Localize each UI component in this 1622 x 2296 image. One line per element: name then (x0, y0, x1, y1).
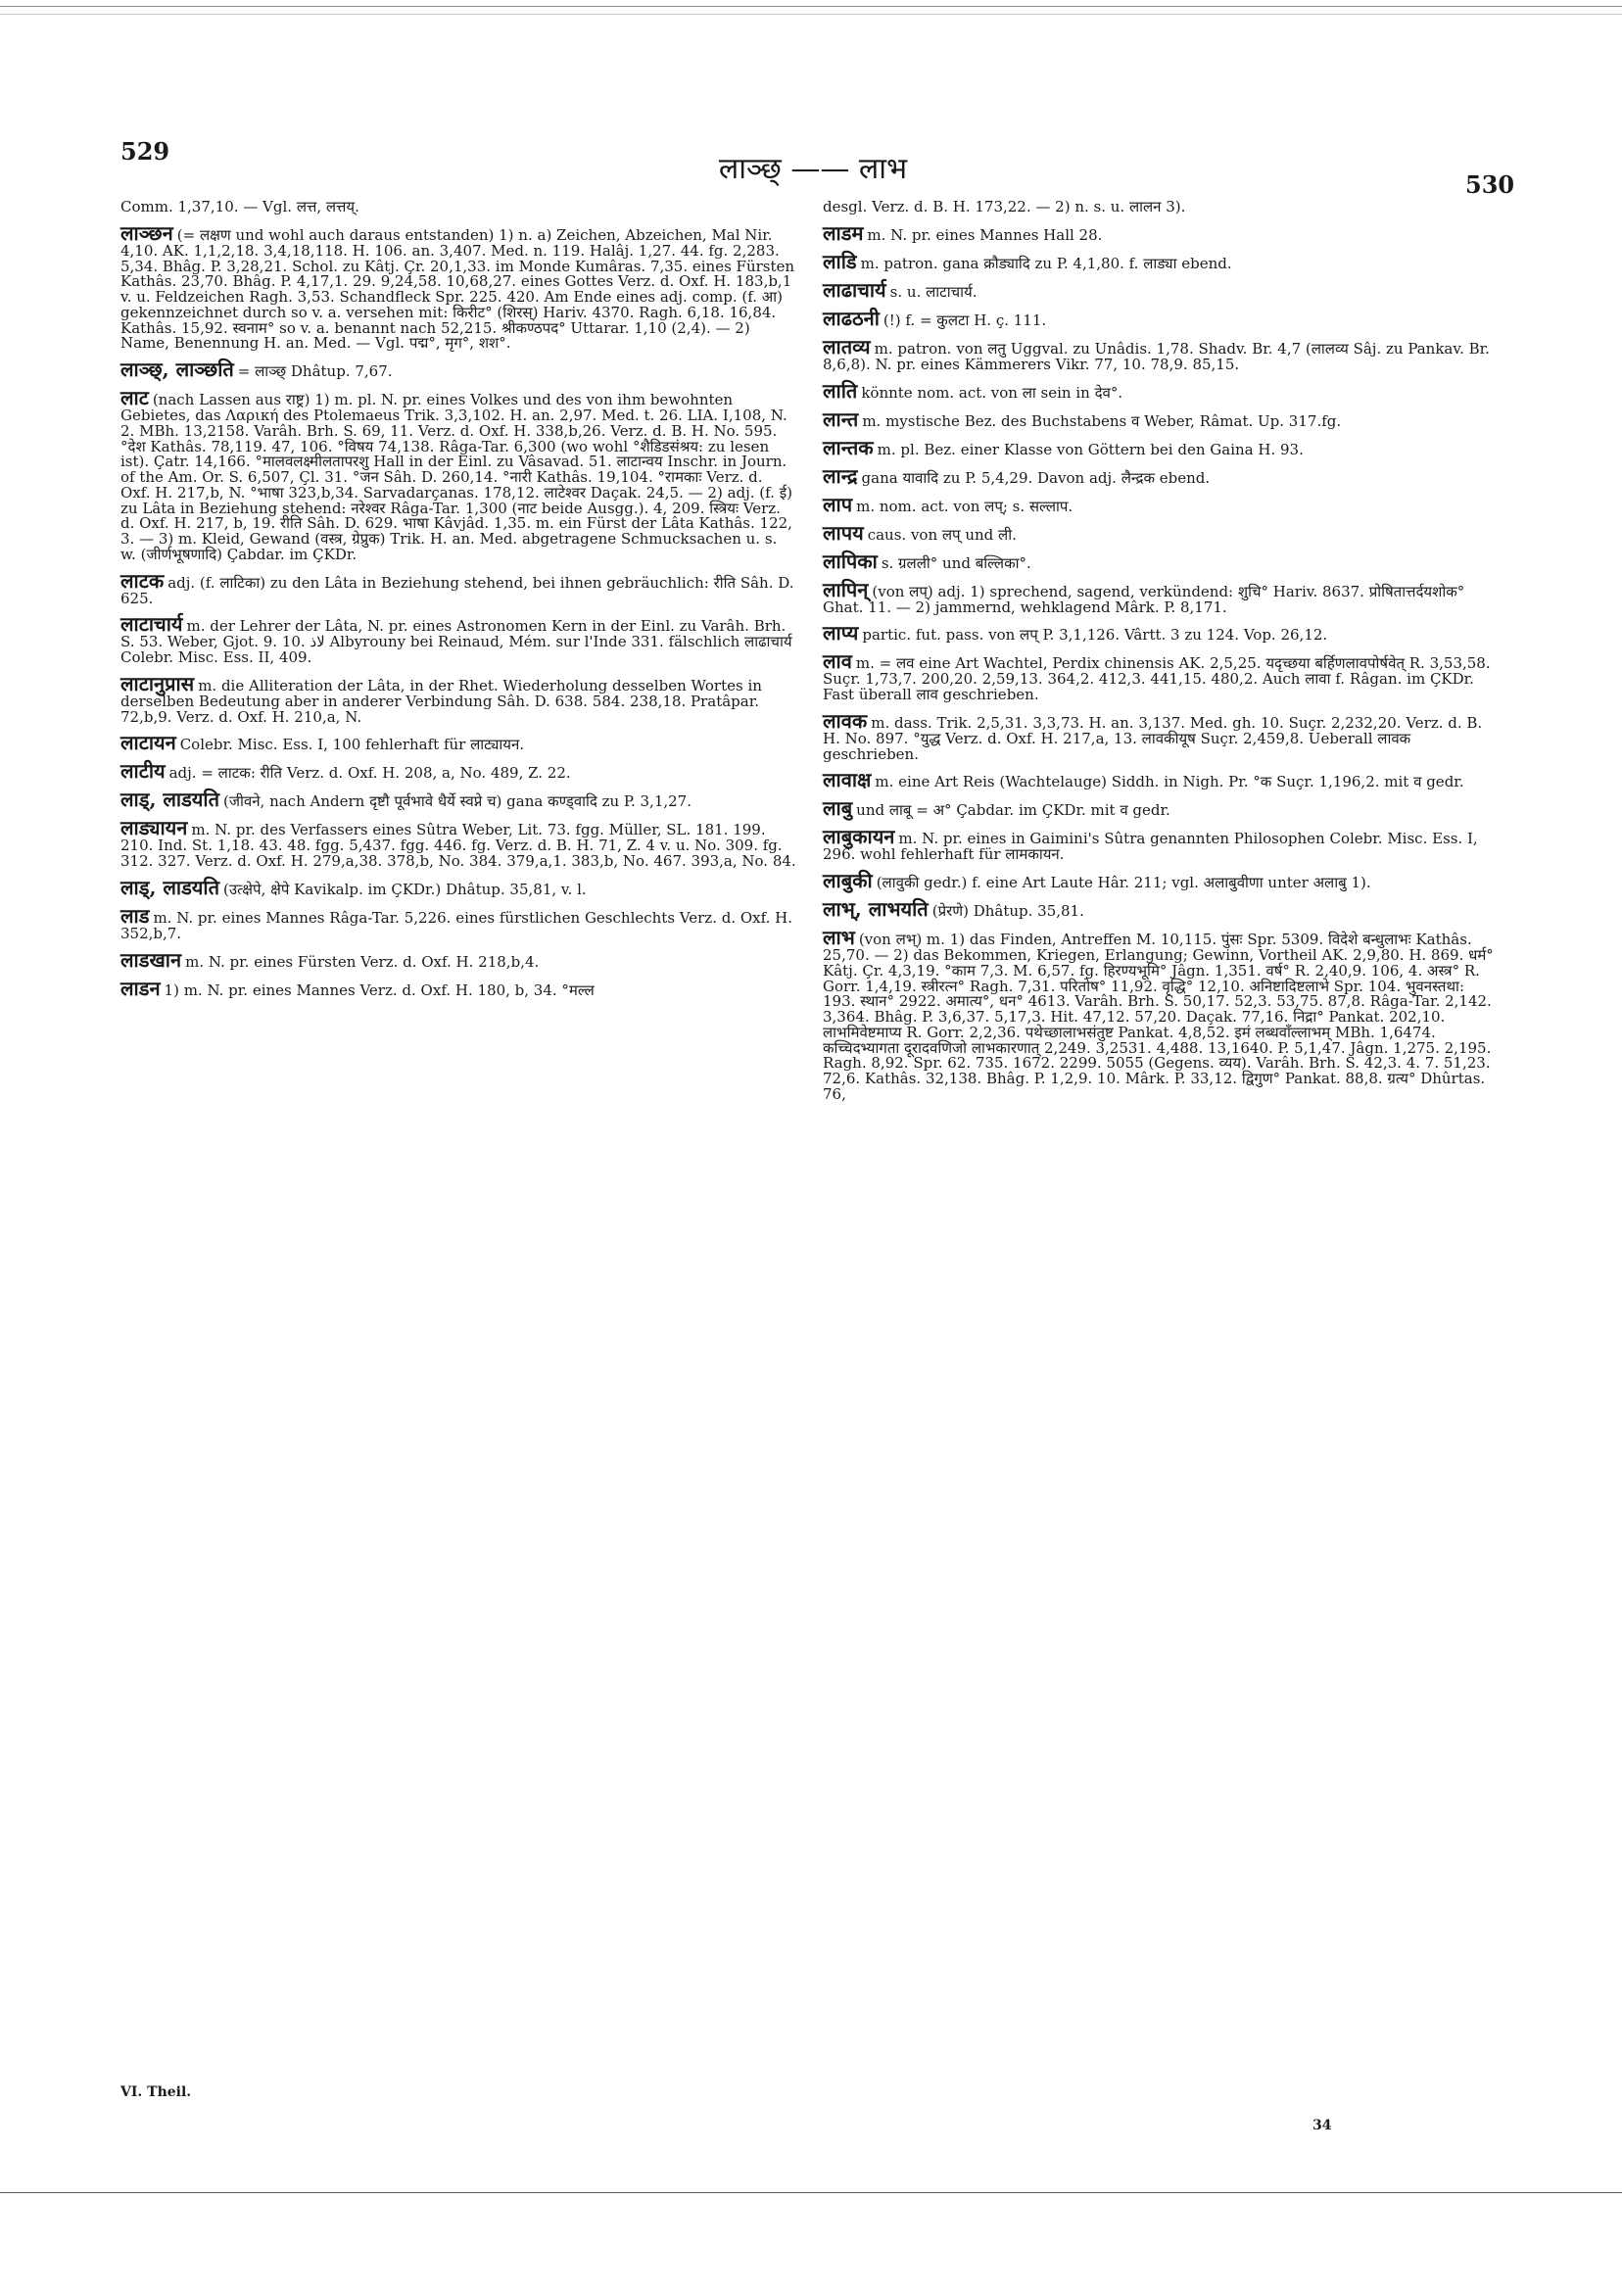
bottom-rule (0, 2192, 1622, 2193)
entry-definition: (जीवने, nach Andern दृष्टौ पूर्वभावे धैर्ये स्वप्ने च) gana कण्ड्वादि zu P. 3,1,27. (223, 792, 692, 811)
entry-definition: m. N. pr. eines Mannes Hall 28. (867, 225, 1103, 244)
top-rule (0, 6, 1622, 7)
entry-headword: लाभ्, लाभयति (823, 897, 929, 921)
dictionary-entry (120, 903, 796, 942)
entry-headword: लावाक्ष (823, 768, 872, 792)
entry-headword: लाडखान (120, 947, 182, 972)
dictionary-entry (823, 435, 1499, 459)
entry-definition: m. eine Art Reis (Wachtelauge) Siddh. in Nigh. Pr. °क Suçr. 1,196,2. mit व gedr. (875, 773, 1464, 791)
dictionary-entry (120, 761, 796, 782)
entry-definition: m. die Alliteration der Lâta, in der Rhet. Wiederholung desselben Wortes in derselben Bedeutung aber in anderer Verbindung Sâh. D. 638. 584. 238,18. Pratâpar. 72,b,9. Verz. d. Oxf. H. 210,a, N. (120, 676, 762, 726)
dictionary-entry (823, 277, 1499, 302)
entry-headword: लावक (823, 708, 868, 733)
dictionary-entry (120, 568, 796, 607)
dictionary-entry (120, 976, 796, 1000)
dictionary-entry (823, 770, 1499, 790)
dictionary-entry (823, 928, 1499, 1103)
entry-headword: लाप्य (823, 621, 859, 646)
entry-definition: Colebr. Misc. Ess. I, 100 fehlerhaft für लाट्यायन. (179, 736, 525, 754)
entry-definition: m. pl. Bez. einer Klasse von Göttern bei den Gaina H. 93. (877, 440, 1304, 458)
entry-headword: लाट (120, 386, 149, 409)
entry-headword: लाटाचार्य (120, 612, 183, 637)
right-column (823, 200, 1499, 1111)
entry-headword: लाढठनी (823, 306, 880, 330)
entry-definition: caus. von लप् und ली. (867, 525, 1017, 544)
dictionary-entry (823, 220, 1499, 245)
dictionary-entry (120, 947, 796, 972)
entry-definition: m. = लव eine Art Wachtel, Perdix chinensis AK. 2,5,25. यदृच्छया बर्हिणलावपोर्षवेत् R. 3,53,58. Suçr. 1,73,7. 200,20. 2,59,13. 364,2. 412,3. 441,15. 480,2. Auch लावा f. Râgan. im ÇKDr. Fast überall लाव geschrieben. (823, 654, 1491, 703)
entry-definition: könnte nom. act. von ला sein in देव°. (861, 383, 1123, 402)
entry-headword: लाप (823, 492, 853, 516)
dictionary-entry (120, 733, 796, 753)
entry-definition: m. patron. gana क्रौड्यादि zu P. 4,1,80. f. लाड्या ebend. (860, 254, 1232, 272)
entry-definition: = लाञ्छ् Dhâtup. 7,67. (237, 362, 393, 380)
entry-definition: s. ग्रलली° und बल्लिका°. (881, 553, 1031, 572)
entry-definition: m. N. pr. eines Mannes Râga-Tar. 5,226. eines fürstlichen Geschlechts Verz. d. Oxf. H. 352,b,7. (120, 908, 793, 942)
dictionary-entry (823, 651, 1499, 703)
dictionary-entry (823, 708, 1499, 763)
entry-definition: partic. fut. pass. von लप् P. 3,1,126. Vârtt. 3 zu 124. Vop. 26,12. (862, 626, 1328, 645)
entry-definition: m. N. pr. eines in Gaimini's Sûtra genannten Philosophen Colebr. Misc. Ess. I, 296. wohl fehlerhaft für लामकायन. (823, 830, 1478, 864)
entry-definition: und लाबू = अ° Çabdar. im ÇKDr. mit व gedr. (856, 801, 1170, 820)
entry-headword: लाड (120, 903, 150, 928)
entry-headword: लाव (823, 649, 852, 674)
page-number-left: 529 (120, 137, 170, 166)
entry-definition: (von लभ्) m. 1) das Finden, Antreffen M. 10,115. पुंसः Spr. 5309. विदेशे बन्धुलाभः Kathâs. 25,70. — 2) das Bekommen, Kriegen, Erlangung; Gewinn, Vortheil AK. 2,9,80. H. 869. धर्म° Kâtj. Çr. 4,3,19. °काम 7,3. M. 6,57. fg. हिरण्यभूमि° Jâgn. 1,351. वर्ष° R. 2,40,9. 106, 4. अस्त्र° R. Gorr. 1,4,19. स्त्रीरत्न° Ragh. 7,31. परितोष° 11,92. वृद्धि° 12,10. अनिष्टादिष्टलाभे Spr. 104. भुवनस्तथा: 193. स्थान° 2922. अमात्य°, धन° 4613. Varâh. Brh. S. 50,17. 52,3. 53,75. 87,8. Râga-Tar. 2,142. 3,364. Bhâg. P. 3,6,37. 5,17,3. Hit. 47,12. 57,20. Daçak. 77,16. निद्रा° Pankat. 202,10. लाभमिवेष्टमाप्य R. Gorr. 2,2,36. पथेच्छालाभसंतुष्ट Pankat. 4,8,52. इमं लब्धवाँल्लाभम् MBh. 1,6474. कच्चिदभ्यागता दूरादवणिजो लाभकारणात् 2,249. 3,2531. 4,488. 13,1640. P. 5,1,47. Jâgn. 1,275. 2,195. Ragh. 8,92. Spr. 62. 735. 1672. 2299. 5055 (Gegens. व्यय). Varâh. Brh. S. 42,3. 4. 7. 51,23. 72,6. Kathâs. 32,138. Bhâg. P. 1,2,9. 10. Mârk. P. 33,12. द्विगुण° Pankat. 88,8. ग्रत्य° Dhûrtas. 76, (823, 931, 1494, 1103)
entry-definition: (von लप्) adj. 1) sprechend, sagend, verkündend: शुचि° Hariv. 8637. प्रोषितात्तर्दयशोक° Ghat. 11. — 2) jammernd, wehklagend Mârk. P. 8,171. (823, 582, 1465, 616)
entry-headword: लाड्, लाडयति (120, 875, 219, 899)
dictionary-entry (120, 671, 796, 726)
dictionary-entry (823, 492, 1499, 516)
entry-definition: m. patron. von लतु Uggval. zu Unâdis. 1,78. Shadv. Br. 4,7 (लालव्य Sâj. zu Pankav. Br. 8,6,8). N. pr. eines Kämmerers Vikr. 77, 10. 78,9. 85,15. (823, 339, 1490, 373)
entry-headword: लाड्यायन (120, 816, 188, 840)
top-rule-faint (0, 14, 1622, 15)
entry-headword: लाटीय (120, 759, 166, 784)
entry-headword: लापिन् (823, 577, 869, 601)
dictionary-entry (120, 388, 796, 563)
entry-headword: लाड्, लाडयति (120, 788, 219, 812)
entry-definition: m. mystische Bez. des Buchstabens व Weber, Râmat. Up. 317.fg. (862, 411, 1342, 430)
running-head: लाञ्छ् —— लाभ (718, 152, 908, 186)
entry-definition: m. N. pr. des Verfassers eines Sûtra Weber, Lit. 73. fgg. Müller, SL. 181. 199. 210. Ind. St. 1,18. 43. 48. fgg. 5,437. fgg. 446. fg. Verz. d. B. H. 71, Z. 4 v. u. No. 309. fg. 312. 327. Verz. d. Oxf. H. 279,a,38. 378,b, No. 384. 379,a,1. 383,b, No. 467. 393,a, No. 84. (120, 821, 796, 870)
dictionary-entry (823, 871, 1499, 891)
entry-headword: लाबुकायन (823, 825, 895, 849)
dictionary-entry (823, 249, 1499, 273)
dictionary-entry (823, 520, 1499, 545)
dictionary-entry (823, 798, 1499, 819)
dictionary-entry (823, 378, 1499, 403)
dictionary-entry (120, 359, 796, 380)
dictionary-entry (823, 577, 1499, 616)
dictionary-entry (120, 614, 796, 666)
entry-headword: लाबु (823, 796, 853, 821)
entry-definition: m. der Lehrer der Lâta, N. pr. eines Astronomen Kern in der Einl. zu Varâh. Brh. S. 53. Weber, Gjot. 9. 10. لاذ Albyrouny bei Reinaud, Mém. sur l'Inde 331. fälschlich लाढाचार्य Colebr. Misc. Ess. II, 409. (120, 617, 792, 666)
left-column (120, 200, 796, 1007)
entry-definition: (लावुकी gedr.) f. eine Art Laute Hâr. 211; vgl. अलाबुवीणा unter अलाबु 1). (876, 874, 1371, 891)
dictionary-entry (823, 551, 1499, 572)
entry-definition: m. N. pr. eines Fürsten Verz. d. Oxf. H. 218,b,4. (185, 952, 540, 971)
page-number-right: 530 (1465, 170, 1515, 199)
entry-headword: लान्द्र (823, 463, 858, 488)
entry-definition: (!) f. = कुलटा H. ç. 111. (883, 311, 1047, 329)
dictionary-entry (823, 409, 1499, 430)
entry-definition: 1) m. N. pr. eines Mannes Verz. d. Oxf. H. 180, b, 34. °मल्ल (164, 981, 595, 999)
entry-headword: लाबुकी (823, 869, 873, 892)
entry-definition: Comm. 1,37,10. — Vgl. लत्त, लत्तय्. (120, 198, 359, 215)
entry-headword: लाडम (823, 220, 864, 245)
entry-headword: लाटानुप्रास (120, 671, 195, 695)
entry-headword: लाटायन (120, 731, 176, 755)
entry-headword: लाढाचार्य (823, 277, 886, 302)
entry-definition: (nach Lassen aus राष्ट्र) 1) m. pl. N. pr. eines Volkes und des von ihm bewohnten Gebietes, das Λαρική des Ptolemaeus Trik. 3,3,102. H. an. 2,97. Med. t. 26. LIA. I,108, N. 2. MBh. 13,2158. Varâh. Brh. S. 69, 11. Verz. d. Oxf. H. 338,b,26. Verz. d. B. H. No. 595. °देश Kathâs. 78,119. 47, 106. °विषय 74,138. Râga-Tar. 6,300 (wo wohl °शैडिडसंश्रय: zu lesen ist). Çatr. 14,166. °मालवलक्ष्मीलतापरशु Hall in der Einl. zu Vâsavad. 51. लाटान्वय Inschr. in Journ. of the Am. Or. S. 6,507, Çl. 31. °जन Sâh. D. 260,14. °नारी Kathâs. 19,104. °रामकाः Verz. d. Oxf. H. 217,b, N. °भाषा 323,b,34. Sarvadarçanas. 178,12. लाटेश्वर Daçak. 24,5. — 2) adj. (f. ई) zu Lâta in Beziehung stehend: नरेश्वर Râga-Tar. 1,300 (नाट beide Ausgg.). 4, 209. स्त्रियः Verz. d. Oxf. H. 217, b, 19. रीति Sâh. D. 629. भाषा Kâvjâd. 1,35. m. ein Fürst der Lâta Kathâs. 122, 3. — 3) m. Kleid, Gewand (वस्त्र, ग्रेप्रुक) Trik. H. an. Med. abgetragene Schmucksachen u. s. w. (जीर्णभूषणादि) Çabdar. im ÇKDr. (120, 391, 792, 563)
dictionary-entry (120, 220, 796, 353)
entry-headword: लापिका (823, 549, 878, 573)
entry-headword: लाटक (120, 568, 165, 593)
sheet-signature: 34 (1312, 2118, 1332, 2133)
dictionary-entry (120, 789, 796, 810)
entry-definition: (= लक्षण und wohl auch daraus entstanden) 1) n. a) Zeichen, Abzeichen, Mal Nir. 4,10. AK. 1,1,2,18. 3,4,18,118. H. 106. an. 3,407. Med. n. 119. Halâj. 1,27. 44. fg. 2,283. 5,34. Bhâg. P. 3,28,21. Schol. zu Kâtj. Çr. 20,1,33. im Monde Kumâras. 7,35. eines Fürsten Kathâs. 23,70. Bhâg. P. 4,17,1. 29. 9,24,58. 10,68,27. eines Gottes Verz. d. Oxf. H. 183,b,1 v. u. Feldzeichen Ragh. 3,53. Schandfleck Spr. 225. 420. Am Ende eines adj. comp. (f. आ) gekennzeichnet durch so v. a. versehen mit: किरीट° (शिरस्) Hariv. 4370. Ragh. 6,18. 16,84. Kathâs. 15,92. स्वनाम° so v. a. benannt nach 52,215. श्रीकण्ठपद° Uttarar. 1,10 (2,4). — 2) Name, Benennung H. an. Med. — Vgl. पद्म°, मृग°, शश°. (120, 225, 795, 353)
entry-definition: gana यावादि zu P. 5,4,29. Davon adj. लैन्द्रक ebend. (861, 468, 1211, 487)
volume-label: VI. Theil. (120, 2084, 192, 2100)
entry-headword: लाञ्छ्, लाञ्छति (120, 358, 234, 381)
dictionary-entry (120, 200, 796, 215)
dictionary-entry (823, 200, 1499, 215)
entry-headword: लान्तक (823, 435, 874, 459)
entry-headword: लाडन (120, 976, 161, 1000)
entry-headword: लान्त (823, 407, 859, 431)
entry-headword: लाडि (823, 249, 857, 273)
dictionary-entry (823, 623, 1499, 644)
dictionary-entry (120, 818, 796, 870)
entry-definition: (उत्क्षेपे, क्षेपे Kavikalp. im ÇKDr.) Dhâtup. 35,81, v. l. (223, 880, 587, 898)
entry-definition: m. dass. Trik. 2,5,31. 3,3,73. H. an. 3,137. Med. gh. 10. Suçr. 2,232,20. Verz. d. B. H. No. 897. °युद्ध Verz. d. Oxf. H. 217,a, 13. लावकीयूष Suçr. 2,459,8. Ueberall लावक geschrieben. (823, 713, 1483, 763)
dictionary-entry (823, 899, 1499, 920)
dictionary-entry (120, 875, 796, 899)
entry-definition: s. u. लाटाचार्य. (889, 282, 978, 301)
entry-headword: लाञ्छन (120, 220, 173, 245)
dictionary-entry (823, 334, 1499, 373)
entry-definition: m. nom. act. von लप्; s. सल्लाप. (856, 497, 1073, 515)
entry-headword: लापय (823, 520, 864, 545)
entry-definition: (प्रेरणे) Dhâtup. 35,81. (931, 902, 1084, 920)
entry-headword: लाति (823, 378, 858, 403)
dictionary-entry (823, 463, 1499, 488)
dictionary-entry (823, 827, 1499, 863)
entry-definition: adj. = लाटक: रीति Verz. d. Oxf. H. 208, a, No. 489, Z. 22. (168, 764, 571, 783)
entry-definition: desgl. Verz. d. B. H. 173,22. — 2) n. s. u. लालन 3). (823, 198, 1186, 215)
entry-headword: लातव्य (823, 334, 871, 359)
entry-headword: लाभ (823, 926, 855, 949)
dictionary-entry (823, 306, 1499, 330)
entry-definition: adj. (f. लाटिका) zu den Lâta in Beziehung stehend, bei ihnen gebräuchlich: रीति Sâh. D. 625. (120, 573, 794, 607)
